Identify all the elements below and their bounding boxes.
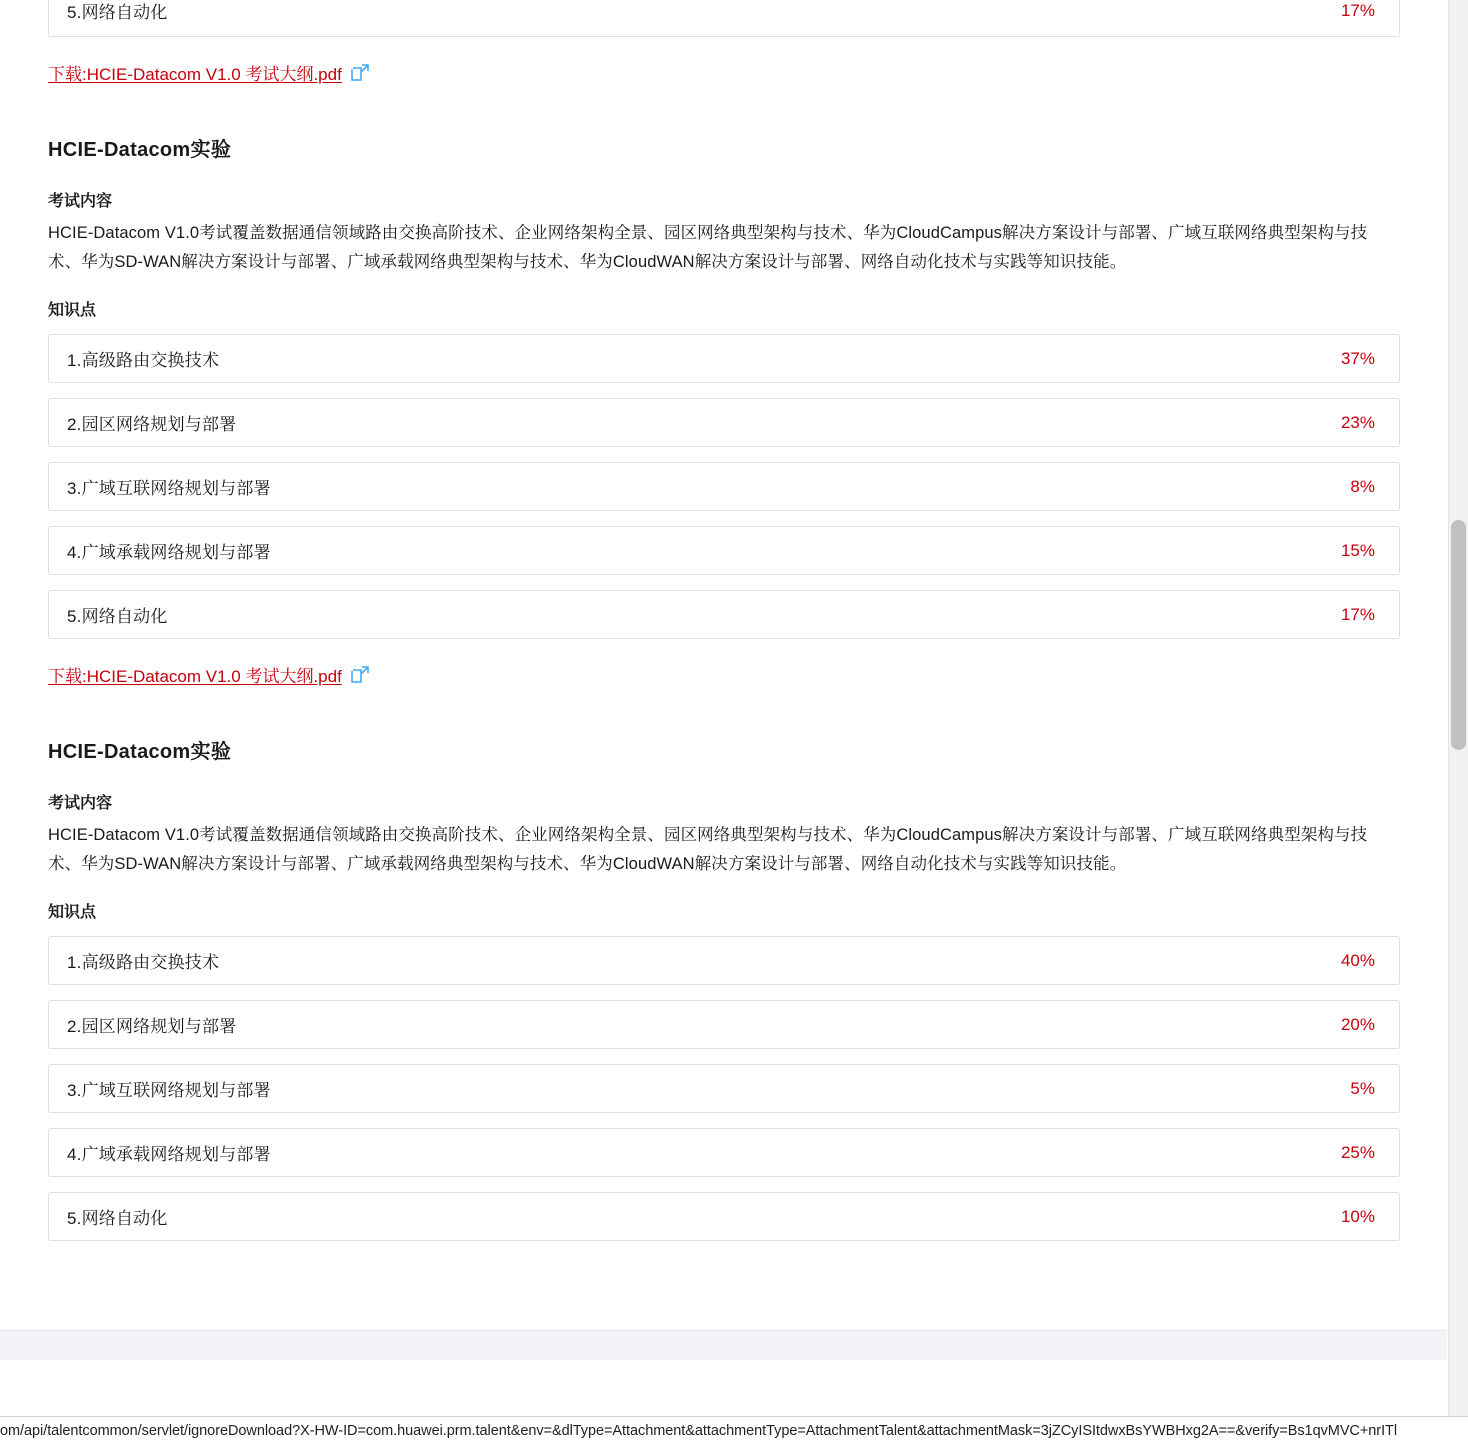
knowledge-point-row [48,334,1400,383]
knowledge-point-row [48,1000,1400,1049]
knowledge-points-heading: 知识点 [48,302,97,319]
knowledge-point-label: 2.园区网络规划与部署 [67,415,237,434]
knowledge-point-label: 4.广域承载网络规划与部署 [67,1145,271,1164]
exam-content-text: HCIE-Datacom V1.0考试覆盖数据通信领域路由交换高阶技术、企业网络架构全景、园区网络典型架构与技术、华为CloudCampus解决方案设计与部署、广域互联网络典型架构与技术、华为SD-WAN解决方案设计与部署、广域承载网络典型架构与技术、华为CloudWAN解决方案设计与部署、网络自动化技术与实践等知识技能。 [48,224,1368,271]
external-link-icon[interactable] [351,665,370,684]
exam-content-text: HCIE-Datacom V1.0考试覆盖数据通信领域路由交换高阶技术、企业网络架构全景、园区网络典型架构与技术、华为CloudCampus解决方案设计与部署、广域互联网络典型架构与技术、华为SD-WAN解决方案设计与部署、广域承载网络典型架构与技术、华为CloudWAN解决方案设计与部署、网络自动化技术与实践等知识技能。 [48,826,1368,873]
knowledge-point-label: 3.广域互联网络规划与部署 [67,1081,271,1100]
section-title: HCIE-Datacom实验 [48,139,232,161]
knowledge-point-row [48,0,1400,37]
section-title: HCIE-Datacom实验 [48,741,232,763]
page-footer-band [0,1330,1448,1360]
knowledge-point-label: 4.广域承载网络规划与部署 [67,543,271,562]
knowledge-point-row [48,526,1400,575]
scrollbar-thumb[interactable] [1451,520,1466,750]
exam-content-heading: 考试内容 [48,193,113,210]
knowledge-point-percent: 8% [1350,476,1375,496]
external-link-icon[interactable] [351,63,370,82]
knowledge-point-percent: 5% [1350,1078,1375,1098]
knowledge-point-percent: 17% [1340,604,1375,624]
knowledge-point-row [48,462,1400,511]
exam-content-heading: 考试内容 [48,795,113,812]
knowledge-point-label: 5.网络自动化 [67,607,168,626]
knowledge-point-percent: 10% [1340,1206,1375,1226]
knowledge-point-row [48,936,1400,985]
knowledge-point-row [48,1128,1400,1177]
knowledge-point-row [48,1064,1400,1113]
download-link-row[interactable] [48,661,1400,687]
knowledge-point-percent: 15% [1340,540,1375,560]
section-hcie-datacom-lab-2 [48,735,1400,1241]
download-syllabus-link[interactable]: 下载:HCIE-Datacom V1.0 考试大纲.pdf [48,666,342,686]
vertical-scrollbar[interactable] [1448,0,1468,1445]
knowledge-point-percent: 40% [1340,950,1375,970]
knowledge-point-percent: 23% [1340,412,1375,432]
knowledge-point-label: 3.广域互联网络规划与部署 [67,479,271,498]
section-hcie-datacom-lab-1 [48,133,1400,687]
download-syllabus-link[interactable]: 下载:HCIE-Datacom V1.0 考试大纲.pdf [48,64,342,84]
knowledge-point-label: 2.园区网络规划与部署 [67,1017,237,1036]
knowledge-point-label: 1.高级路由交换技术 [67,351,220,370]
knowledge-point-percent: 20% [1340,1014,1375,1034]
knowledge-point-row [48,590,1400,639]
knowledge-point-label: 5.网络自动化 [67,3,168,22]
status-bar-url: om/api/talentcommon/servlet/ignoreDownload?X-HW-ID=com.huawei.prm.talent&env=&dlType=Attachment&attachmentType=AttachmentTalent&attachmentMask=3jZCyISItdwxBsYWBHxg2A==&verify=Bs1qvMVC+nrITl [0,1416,1468,1445]
knowledge-point-percent: 25% [1340,1142,1375,1162]
knowledge-points-heading: 知识点 [48,904,97,921]
knowledge-point-percent: 17% [1340,0,1375,20]
knowledge-point-label: 5.网络自动化 [67,1209,168,1228]
knowledge-point-percent: 37% [1340,348,1375,368]
knowledge-point-label: 1.高级路由交换技术 [67,953,220,972]
download-link-row[interactable] [48,59,1400,85]
knowledge-point-row [48,398,1400,447]
knowledge-point-row [48,1192,1400,1241]
